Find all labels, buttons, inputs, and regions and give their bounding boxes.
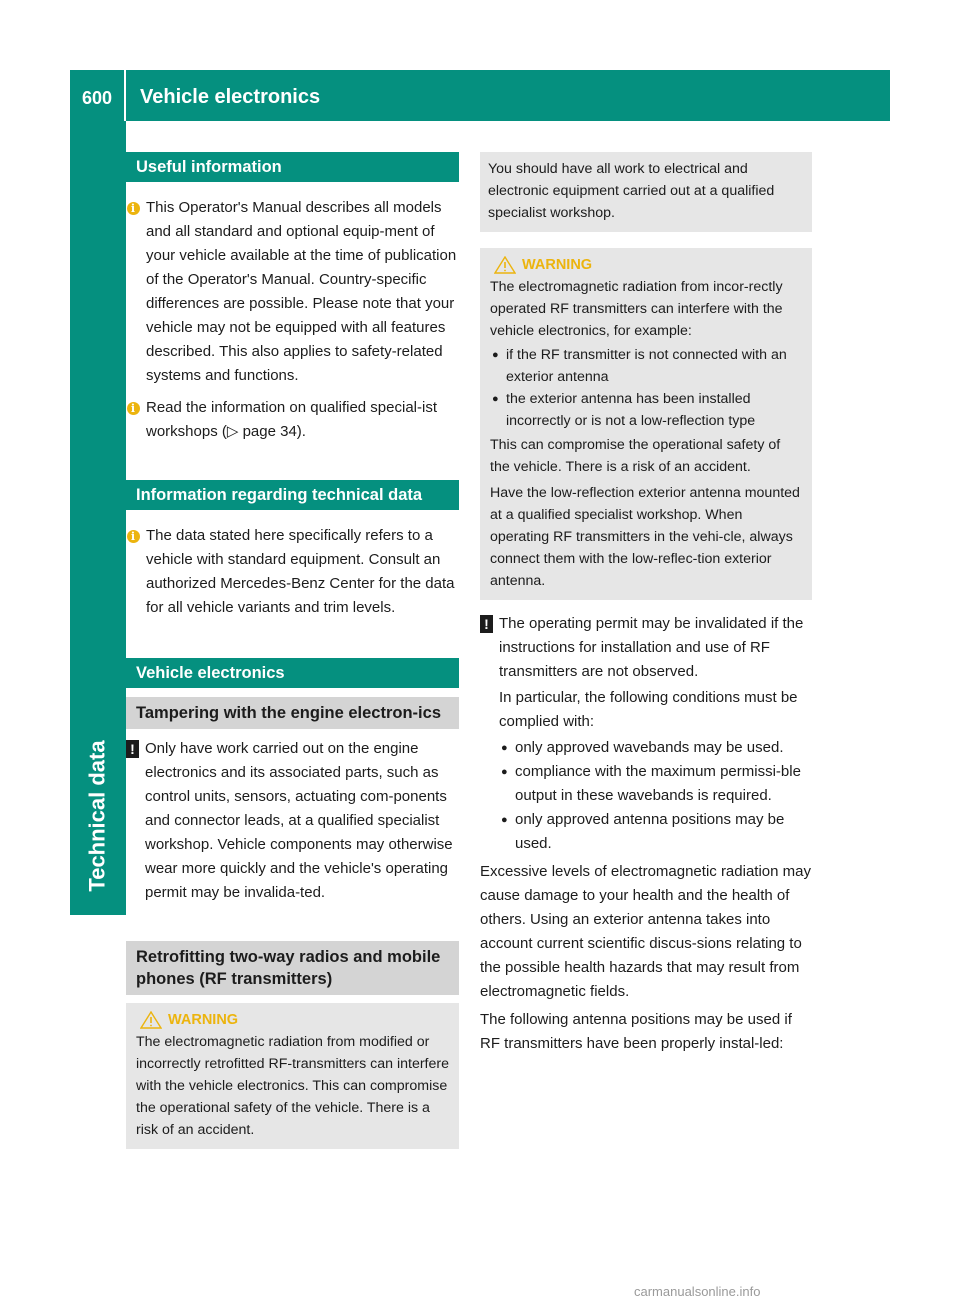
bullet-icon: ● [492, 393, 499, 405]
exclamation-icon: ! [480, 615, 493, 633]
side-tab-label: Technical data [85, 740, 111, 892]
bullet-icon: ● [501, 766, 508, 778]
important-note-text: In particular, the following conditions must be complied with: [499, 689, 798, 730]
bullet-icon: ● [501, 814, 508, 826]
workshop-box [480, 152, 812, 232]
tampering-heading: Tampering with the engine electron-ics [126, 697, 459, 729]
tech-data-heading: Information regarding technical data [126, 480, 459, 510]
list-item: ● compliance with the maximum permissi-ble output in these wavebands is required. [499, 760, 812, 808]
info-icon: i [126, 201, 140, 215]
workshop-text: You should have all work to electrical and electronic equipment carried out at a qualified specialist workshop. [488, 161, 775, 221]
vehicle-electronics-heading: Vehicle electronics [126, 658, 459, 688]
exclamation-icon: ! [126, 740, 139, 758]
page-header [70, 70, 890, 121]
warning-text: The electromagnetic radiation from modified or incorrectly retrofitted RF-transmitters can interfere with the vehicle electronics. This can compromise the operational safety of the vehicle. There is a risk of an accident. [136, 1034, 450, 1138]
warning-triangle-icon [140, 1011, 162, 1029]
warning-intro: The electromagnetic radiation from incor-rectly operated RF transmitters can interfere with the vehicle electronics, for example: [490, 279, 783, 339]
warning-label: WARNING [168, 1012, 239, 1028]
warning-label: WARNING [522, 257, 593, 273]
side-tab [70, 121, 126, 915]
info-icon: i [126, 401, 140, 415]
bullet-icon: ● [501, 742, 508, 754]
list-item: ● only approved antenna positions may be used. [499, 808, 812, 856]
retrofitting-heading: Retrofitting two-way radios and mobile phones (RF transmitters) [126, 941, 459, 995]
info-note [126, 396, 459, 444]
warning-head [140, 1011, 449, 1029]
info-note [126, 524, 459, 620]
info-note [126, 196, 459, 388]
warning-paragraph: Have the low-reflection exterior antenna mounted at a qualified specialist workshop. When operating RF transmitters in the vehi-cle, always connect them with the low-reflec-tion exterior antenna. [490, 485, 800, 589]
info-note-text: This Operator's Manual describes all models and all standard and optional equip-ment of your vehicle available at the time of publication of the Operator's Manual. Country-specific differences are possible. Please note that your vehicle may not be equipped with all features described. This also applies to safety-related systems and functions. [146, 199, 457, 384]
page-number: 600 [70, 70, 126, 121]
important-note [126, 737, 459, 905]
page-title: Vehicle electronics [140, 86, 321, 108]
side-tab-label-wrap [70, 721, 126, 911]
warning-box [126, 1003, 459, 1149]
body-paragraph: Excessive levels of electromagnetic radiation may cause damage to your health and the health of others. Using an exterior antenna takes into account current scientific discus-sions relating to the possible health hazards that may result from electromagnetic fields. [480, 863, 811, 1000]
info-note-text: The data stated here specifically refers to a vehicle with standard equipment. Consult an authorized Mercedes-Benz Center for the data for all vehicle variants and trim levels. [146, 527, 455, 616]
list-item: ● only approved wavebands may be used. [499, 736, 812, 760]
info-icon: i [126, 529, 140, 543]
warning-box [480, 248, 812, 600]
bullet-icon: ● [492, 349, 499, 361]
left-column [126, 152, 459, 1149]
important-note-text: The operating permit may be invalidated if the instructions for installation and use of RF transmitters are not observed. [499, 615, 804, 680]
warning-bullets [490, 344, 802, 432]
warning-triangle-icon [494, 256, 516, 274]
conditions-list [499, 736, 812, 856]
important-note-text: Only have work carried out on the engine electronics and its associated parts, such as control units, sensors, actuating com-ponents and connector leads, at a qualified specialist workshop. Vehicle components may otherwise wear more quickly and the vehicle's operating permit may be invalida-ted. [145, 740, 453, 901]
warning-paragraph: This can compromise the operational safety of the vehicle. There is a risk of an accident. [490, 437, 781, 475]
info-note-text: Read the information on qualified special-ist workshops (▷ page 34). [146, 399, 437, 440]
body-paragraph: The following antenna positions may be used if RF transmitters have been properly instal-led: [480, 1011, 792, 1052]
important-note [480, 612, 812, 858]
list-item: ● the exterior antenna has been installed incorrectly or is not a low-reflection type [490, 388, 802, 432]
list-item: ● if the RF transmitter is not connected with an exterior antenna [490, 344, 802, 388]
useful-info-heading: Useful information [126, 152, 459, 182]
footer-site: carmanualsonline.info [634, 1284, 761, 1299]
right-column [480, 152, 812, 1056]
warning-head [494, 256, 802, 274]
important-note-body [499, 612, 812, 858]
